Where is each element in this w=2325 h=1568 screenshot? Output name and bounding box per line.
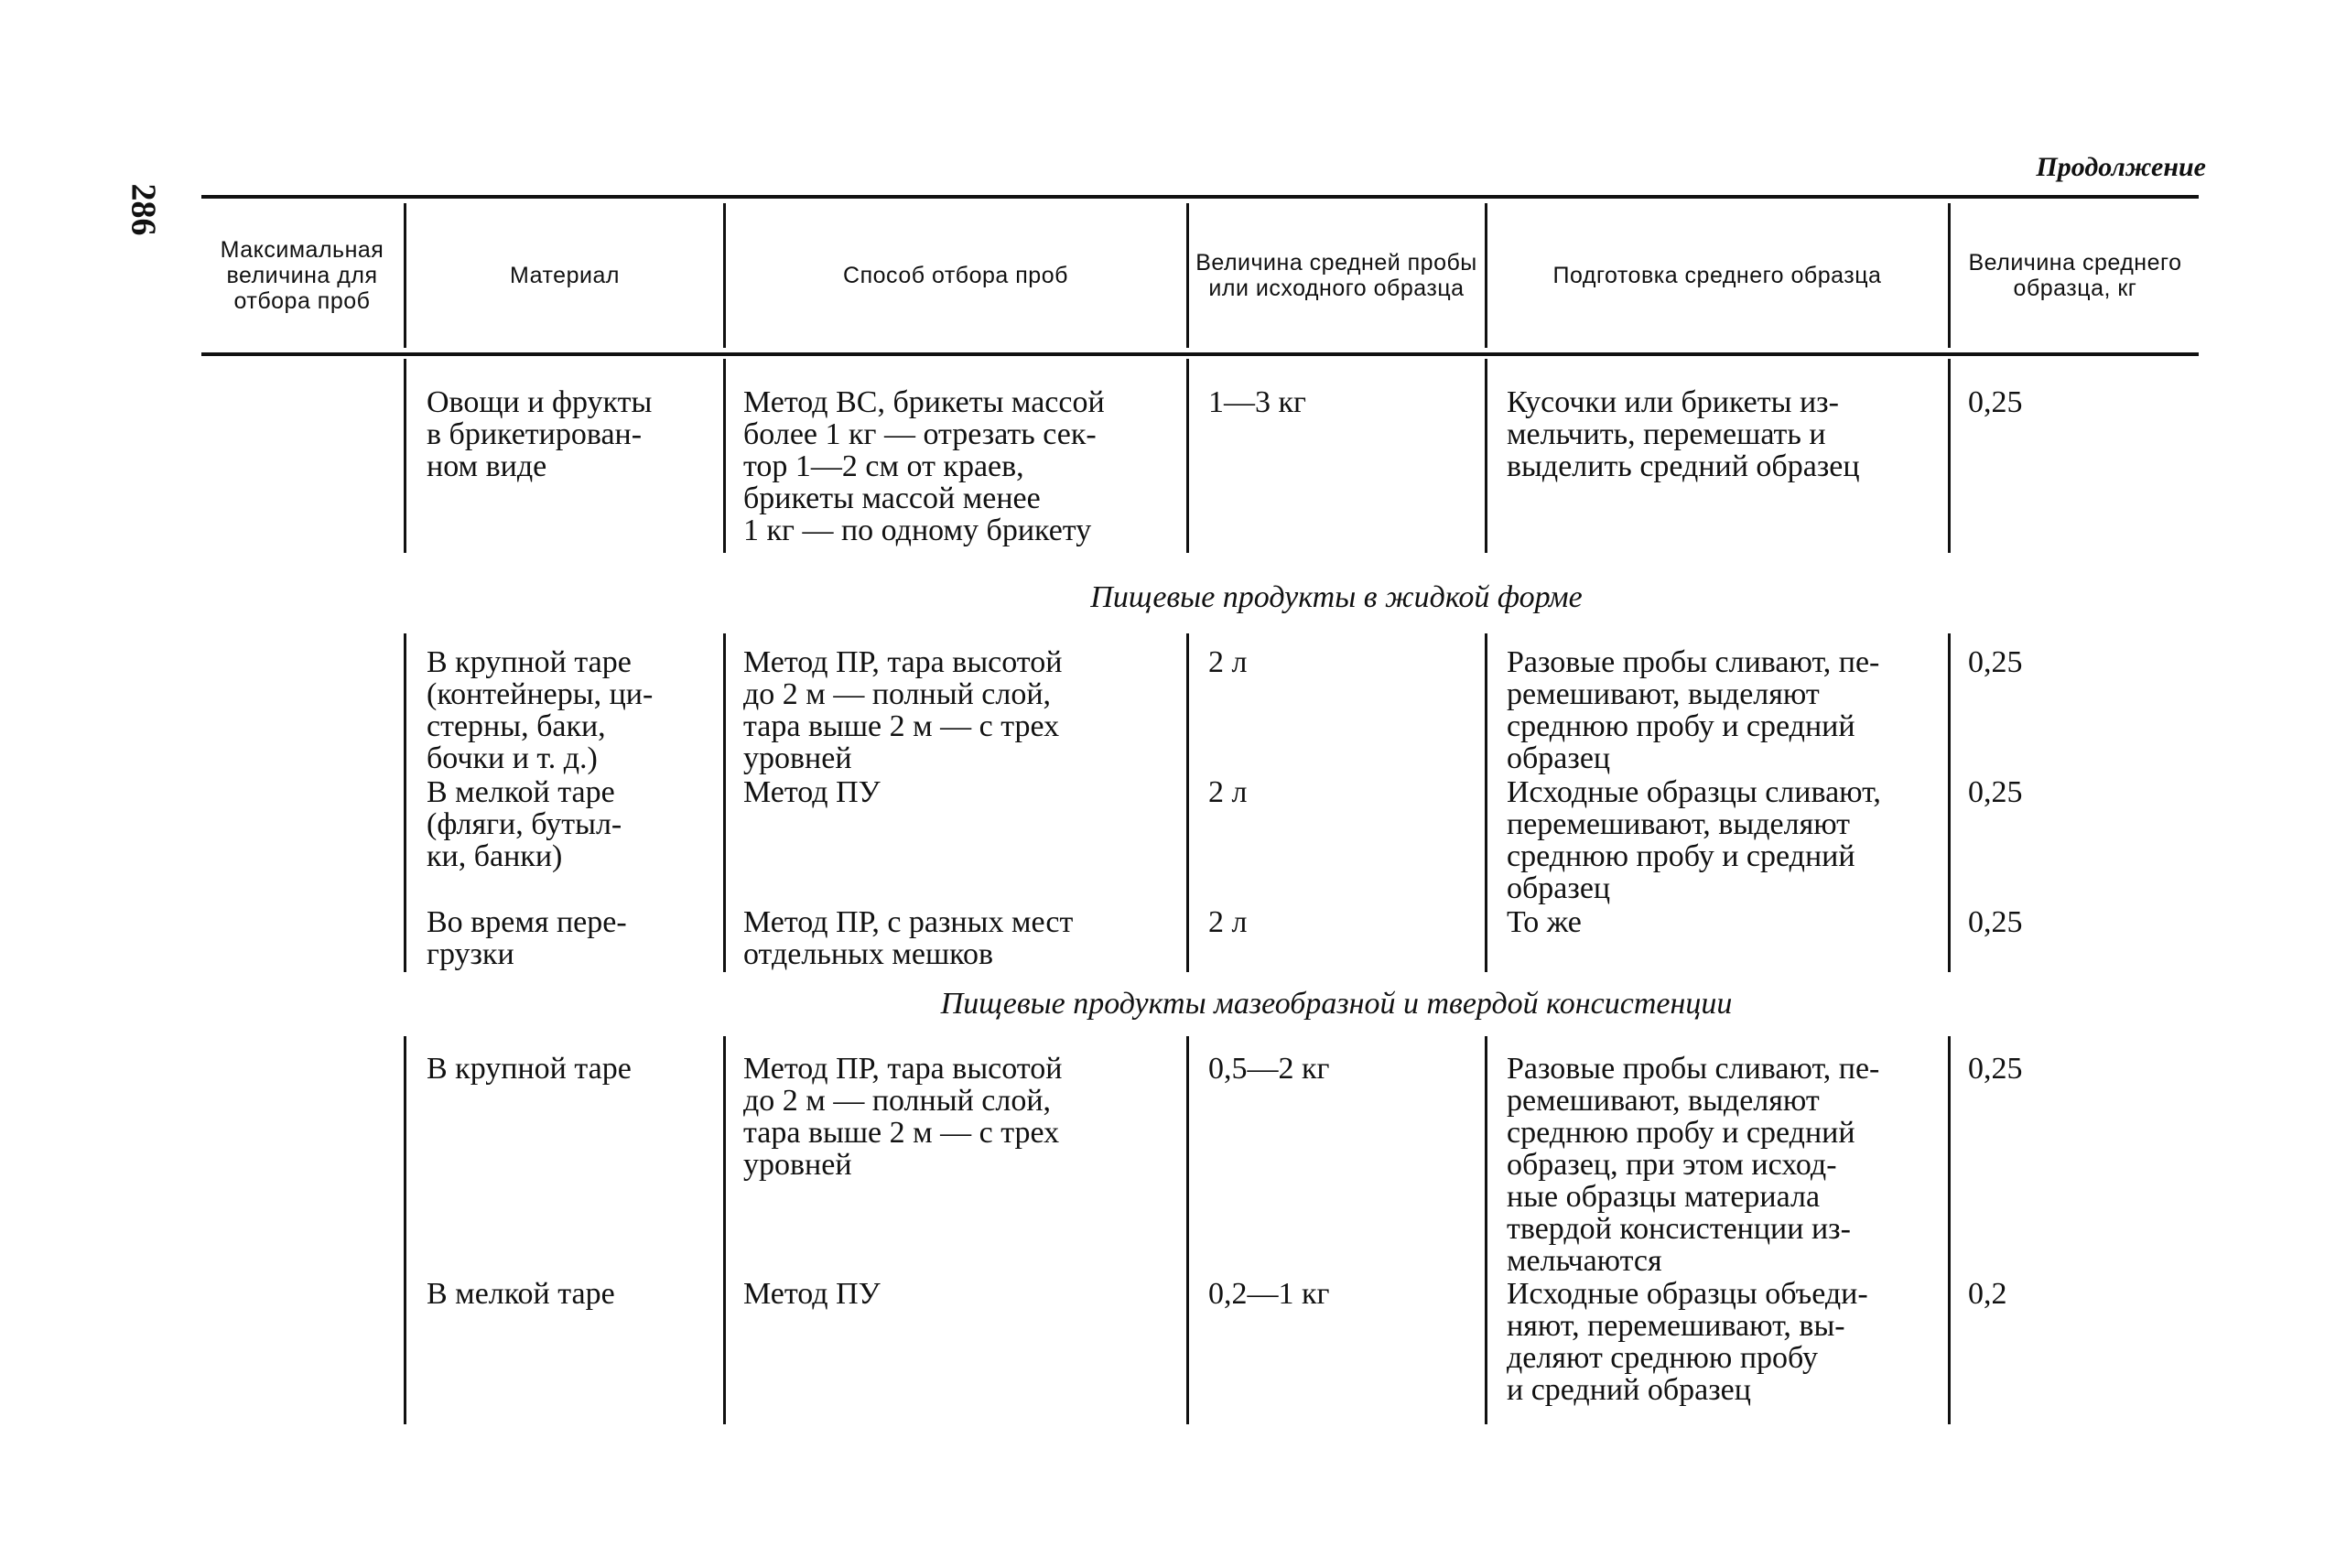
column-separator xyxy=(1948,1036,1951,1424)
section-title-paste-solid: Пищевые продукты мазеобразной и твердой консистенции xyxy=(940,987,1733,1021)
row-briquettes-average-mass: 0,25 xyxy=(1968,385,2023,419)
page-number: 286 xyxy=(124,183,163,236)
header-separator xyxy=(404,203,406,348)
column-header-sample-size: Величина средней пробы или исходного образца xyxy=(1195,250,1477,301)
row-solid-large-preparation: Разовые пробы сливают, пе- ремешивают, выделяют среднюю пробу и средний образец, при этом исход- ные образцы материала твердой консистенции из- мельчаются xyxy=(1507,1052,1880,1278)
column-header-preparation: Подготовка среднего образца xyxy=(1552,263,1882,288)
row-briquettes-sample-size: 1—3 кг xyxy=(1208,385,1306,419)
column-header-max-size: Максимальная величина для отбора проб xyxy=(220,237,384,314)
row-liquid-large-material: В крупной таре (контейнеры, ци- стерны, баки, бочки и т. д.) xyxy=(427,645,654,775)
section-title-liquid: Пищевые продукты в жидкой форме xyxy=(1090,580,1583,614)
column-separator xyxy=(1186,633,1189,972)
row-solid-large-sample-size: 0,5—2 кг xyxy=(1208,1052,1330,1086)
column-separator xyxy=(1186,359,1189,553)
row-liquid-small-preparation: Исходные образцы сливают, перемешивают, выделяют среднюю пробу и средний образец xyxy=(1507,775,1881,905)
column-separator xyxy=(404,359,406,553)
column-separator xyxy=(723,1036,726,1424)
row-solid-small-method: Метод ПУ xyxy=(743,1277,881,1311)
column-header-sampling-method: Способ отбора проб xyxy=(843,263,1068,288)
row-briquettes-method: Метод ВС, брикеты массой более 1 кг — отрезать сек- тор 1—2 см от краев, брикеты массой менее 1 кг — по одному брикету xyxy=(743,385,1105,547)
column-separator xyxy=(404,1036,406,1424)
column-separator xyxy=(1485,633,1487,972)
header-bottom-rule xyxy=(201,352,2199,356)
row-liquid-reload-average-mass: 0,25 xyxy=(1968,905,2023,939)
column-separator xyxy=(404,633,406,972)
header-separator xyxy=(1485,203,1487,348)
row-solid-small-sample-size: 0,2—1 кг xyxy=(1208,1277,1330,1311)
column-separator xyxy=(1186,1036,1189,1424)
header-separator xyxy=(1948,203,1951,348)
header-separator xyxy=(1186,203,1189,348)
row-liquid-reload-preparation: То же xyxy=(1507,905,1582,939)
table-top-rule xyxy=(201,195,2199,199)
row-liquid-small-method: Метод ПУ xyxy=(743,775,881,809)
row-solid-large-material: В крупной таре xyxy=(427,1052,632,1086)
column-separator xyxy=(723,359,726,553)
column-separator xyxy=(1948,359,1951,553)
row-solid-small-material: В мелкой таре xyxy=(427,1277,615,1311)
row-solid-small-average-mass: 0,2 xyxy=(1968,1277,2007,1311)
column-header-average-mass: Величина среднего образца, кг xyxy=(1968,250,2182,301)
row-liquid-large-sample-size: 2 л xyxy=(1208,645,1248,679)
row-liquid-small-material: В мелкой таре (фляги, бутыл- ки, банки) xyxy=(427,775,622,873)
continuation-label: Продолжение xyxy=(2036,152,2206,182)
row-solid-large-average-mass: 0,25 xyxy=(1968,1052,2023,1086)
row-liquid-reload-sample-size: 2 л xyxy=(1208,905,1248,939)
row-solid-large-method: Метод ПР, тара высотой до 2 м — полный слой, тара выше 2 м — с трех уровней xyxy=(743,1052,1063,1182)
row-briquettes-material: Овощи и фрукты в брикетирован- ном виде xyxy=(427,385,653,483)
row-liquid-reload-method: Метод ПР, с разных мест отдельных мешков xyxy=(743,905,1074,971)
column-separator xyxy=(723,633,726,972)
row-liquid-small-average-mass: 0,25 xyxy=(1968,775,2023,809)
column-separator xyxy=(1485,359,1487,553)
row-liquid-large-method: Метод ПР, тара высотой до 2 м — полный слой, тара выше 2 м — с трех уровней xyxy=(743,645,1063,775)
row-briquettes-preparation: Кусочки или брикеты из- мельчить, перемешать и выделить средний образец xyxy=(1507,385,1860,483)
header-separator xyxy=(723,203,726,348)
row-liquid-large-average-mass: 0,25 xyxy=(1968,645,2023,679)
row-liquid-large-preparation: Разовые пробы сливают, пе- ремешивают, выделяют среднюю пробу и средний образец xyxy=(1507,645,1880,775)
row-liquid-small-sample-size: 2 л xyxy=(1208,775,1248,809)
column-header-material: Материал xyxy=(510,263,620,288)
column-separator xyxy=(1485,1036,1487,1424)
column-separator xyxy=(1948,633,1951,972)
row-solid-small-preparation: Исходные образцы объеди- няют, перемешивают, вы- деляют среднюю пробу и средний образец xyxy=(1507,1277,1868,1407)
row-liquid-reload-material: Во время пере- грузки xyxy=(427,905,627,971)
